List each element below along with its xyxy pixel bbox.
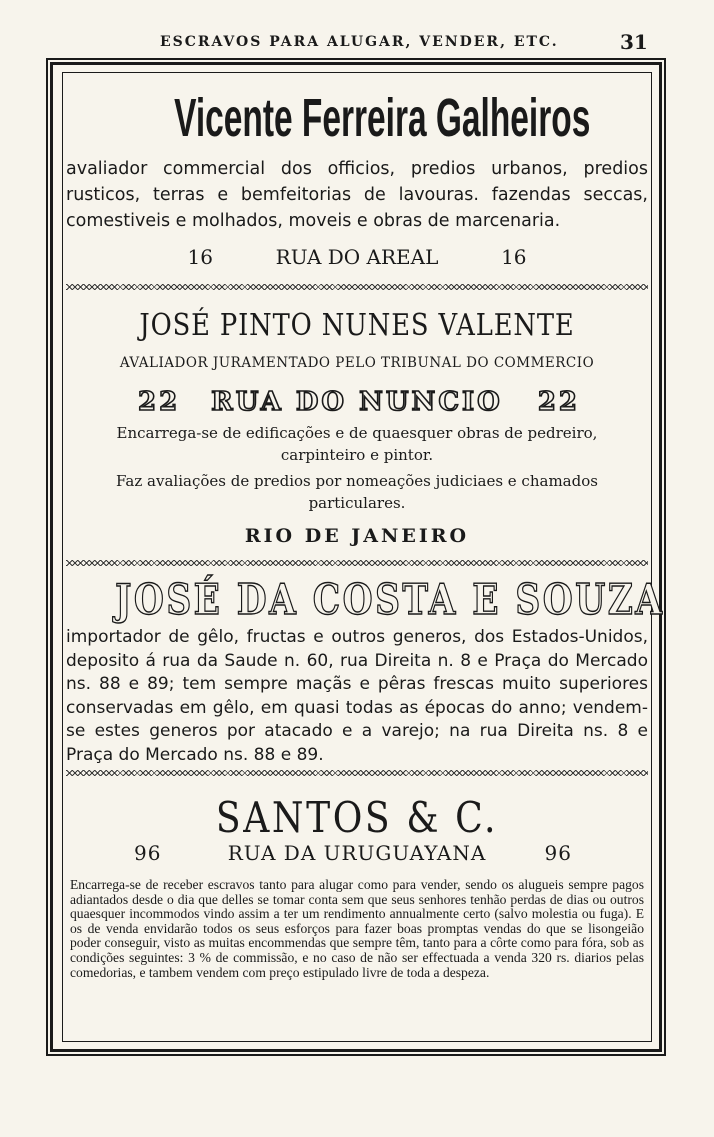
ad4-address-number-right: 96 bbox=[544, 841, 572, 865]
ad2-address bbox=[62, 382, 652, 422]
ad2-address-number-left: 22 bbox=[138, 387, 181, 417]
ad4-address-number-left: 96 bbox=[134, 841, 162, 865]
ad3-description: importador de gêlo, fructas e outros generos, dos Estados-Unidos, deposito á rua da Saude n. 60, rua Direita n. 8 e Praça do Mercado ns. 88 e 89; tem sempre maçãs e pêras frescas muito superiores conservadas em gêlo, em quasi todas as épocas do anno; vendem-se estes generos por atacado e a varejo; na rua Direita ns. 8 e Praça do Mercado ns. 88 e 89. bbox=[66, 627, 648, 765]
running-header bbox=[0, 32, 714, 56]
ad2-description-1: Encarrega-se de edificações e de quaesquer obras de pedreiro, carpinteiro e pintor. bbox=[116, 424, 598, 464]
ad1-address-number-left: 16 bbox=[187, 245, 213, 269]
ornamental-rule-2 bbox=[66, 560, 648, 566]
ad2-address-street: RUA DO NUNCIO bbox=[211, 387, 503, 417]
page-number: 31 bbox=[620, 30, 648, 54]
ad3-name: JOSÉ DA COSTA E SOUZA bbox=[115, 575, 665, 624]
ad4-address-street: RUA DA URUGUAYANA bbox=[227, 841, 487, 865]
ad4-address bbox=[62, 838, 652, 868]
ad1-name: Vicente Ferreira Galheiros bbox=[174, 88, 591, 148]
ad4-description: Encarrega-se de receber escravos tanto para alugar como para vender, sendo os alugueis sempre pagos adiantados desde o dia que delles se tomar conta sem que seus senhores tenhão perdas de dias ou outros quaesquer incommodos vindo assim a ter um rendimento annualmente certo (salvo molestia ou fuga). E os de venda envidarão todos os seus esforços para fazer boas promptas vendas do que se lisongeião poder conseguir, visto as muitas encommendas que sempre têm, tanto para a côrte como para fóra, sob as condições seguintes: 3 % de commissão, e no caso de não ser effectuada a venda 320 rs. diarios pelas comedorias, e tambem vendem com preço estipulado livre de toda a despeza. bbox=[70, 877, 644, 980]
ad1-description: avaliador commercial dos officios, predios urbanos, predios rusticos, terras e bemfeitorias de lavouras. fazendas seccas, comestiveis e molhados, moveis e obras de marcenaria. bbox=[66, 159, 648, 231]
ad1-address-number-right: 16 bbox=[501, 245, 527, 269]
ad4-name: SANTOS & C. bbox=[215, 793, 499, 842]
ad2-subtitle: AVALIADOR JURAMENTADO PELO TRIBUNAL DO COMMERCIO bbox=[119, 355, 595, 371]
running-title: ESCRAVOS PARA ALUGAR, VENDER, ETC. bbox=[160, 34, 559, 50]
ad2-name: JOSÉ PINTO NUNES VALENTE bbox=[139, 308, 575, 343]
ad1-address bbox=[62, 242, 652, 272]
ad2-city: RIO DE JANEIRO bbox=[244, 525, 470, 547]
ad2-description-2: Faz avaliações de predios por nomeações judiciaes e chamados particulares. bbox=[116, 472, 598, 512]
ad1-address-street: RUA DO AREAL bbox=[275, 245, 439, 269]
ornamental-rule-1 bbox=[66, 284, 648, 290]
ornamental-rule-3 bbox=[66, 770, 648, 776]
ad2-address-number-right: 22 bbox=[537, 387, 580, 417]
